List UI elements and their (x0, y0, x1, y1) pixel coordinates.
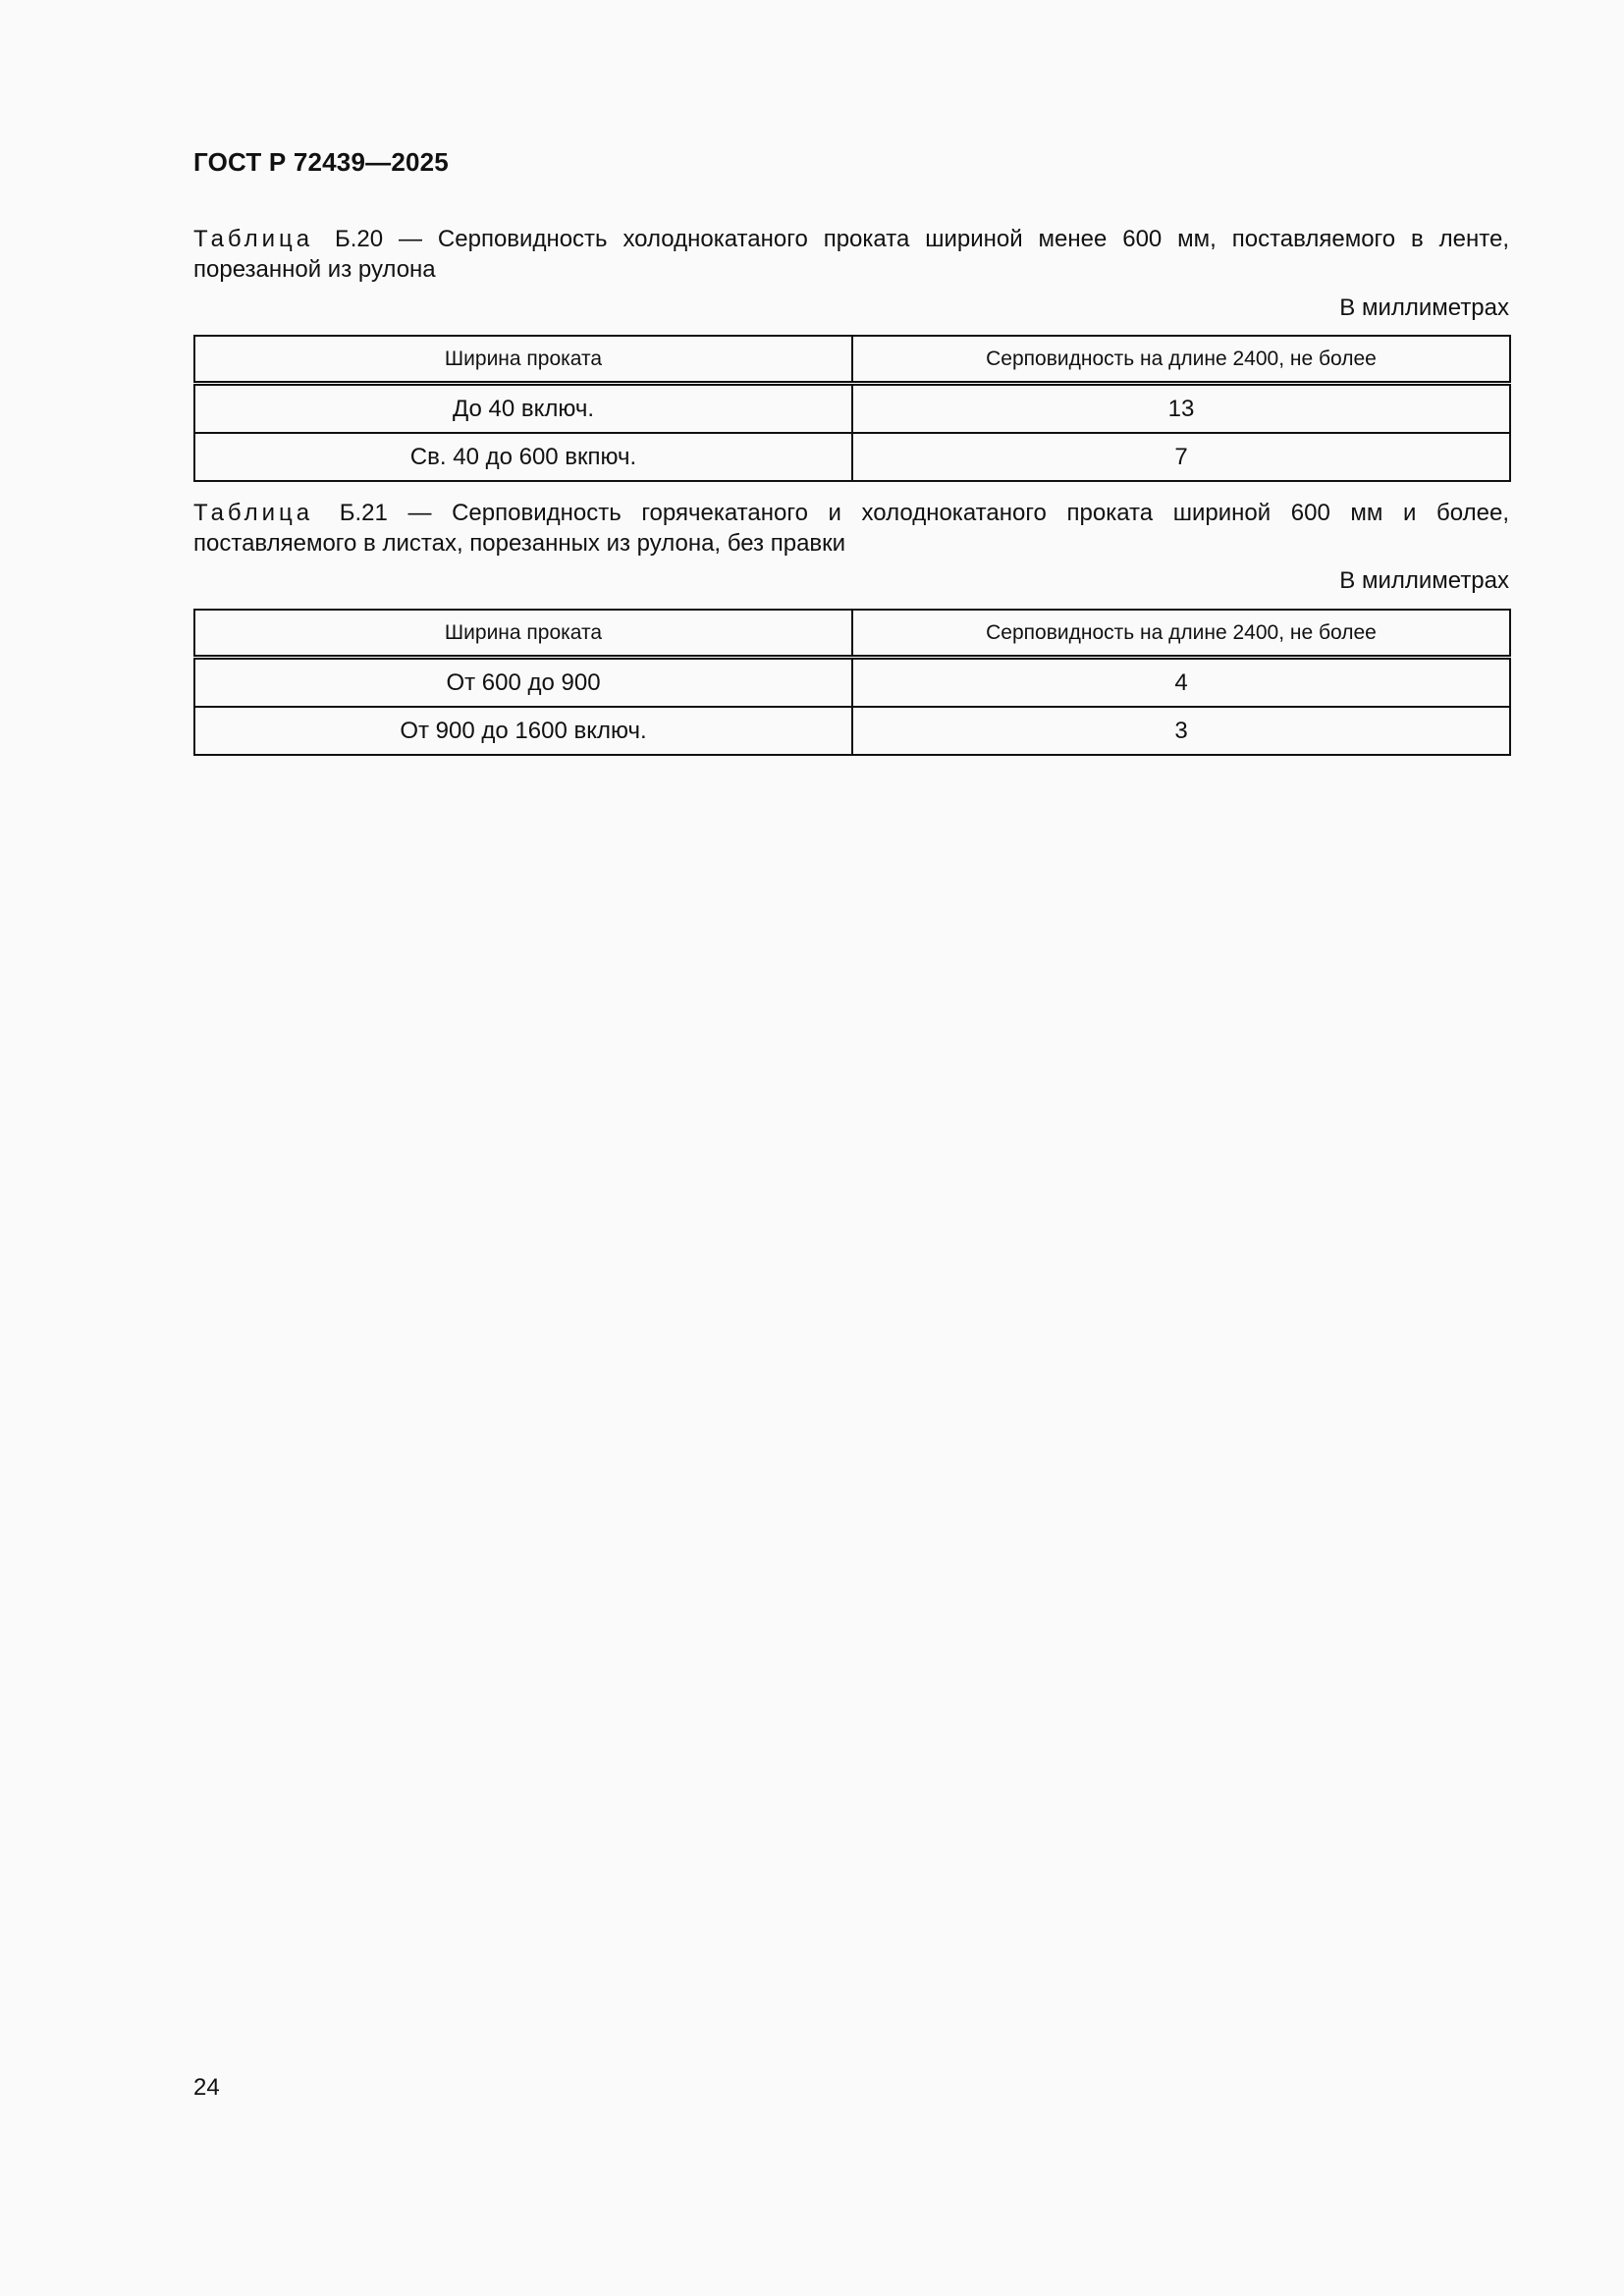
column-header-width: Ширина проката (194, 610, 852, 658)
table-cell-camber: 4 (852, 658, 1510, 708)
table-row (194, 707, 1510, 755)
table-header-row (194, 610, 1510, 658)
table-cell-width: Св. 40 до 600 вкпюч. (194, 433, 852, 481)
data-table (193, 609, 1511, 756)
table-cell-camber: 3 (852, 707, 1510, 755)
units-note: В миллиметрах (1339, 294, 1509, 321)
table-caption-text: Б.21 — Серповидность горячекатаного и холоднокатаного проката шириной 600 мм и более, поставляемого в листах, порезанных из рулона, без правки (193, 500, 1509, 557)
table-caption (193, 498, 1509, 559)
table-cell-width: От 900 до 1600 включ. (194, 707, 852, 755)
table-caption-text: Б.20 — Серповидность холоднокатаного проката шириной менее 600 мм, поставляемого в ленте, порезанной из рулона (193, 226, 1509, 283)
page-number: 24 (193, 2074, 220, 2101)
table-row (194, 433, 1510, 481)
table-header-row (194, 336, 1510, 384)
column-header-width: Ширина проката (194, 336, 852, 384)
column-header-camber: Серповидность на длине 2400, не более (852, 610, 1510, 658)
table-row (194, 384, 1510, 434)
column-header-camber: Серповидность на длине 2400, не более (852, 336, 1510, 384)
table-row (194, 658, 1510, 708)
table-cell-width: От 600 до 900 (194, 658, 852, 708)
data-table (193, 335, 1511, 482)
table-cell-camber: 7 (852, 433, 1510, 481)
table-cell-camber: 13 (852, 384, 1510, 434)
table-caption-label: Таблица (193, 500, 314, 526)
table-caption (193, 224, 1509, 285)
units-note: В миллиметрах (1339, 567, 1509, 594)
table-cell-width: До 40 включ. (194, 384, 852, 434)
document-code: ГОСТ Р 72439—2025 (193, 147, 449, 177)
table-caption-label: Таблица (193, 226, 314, 252)
